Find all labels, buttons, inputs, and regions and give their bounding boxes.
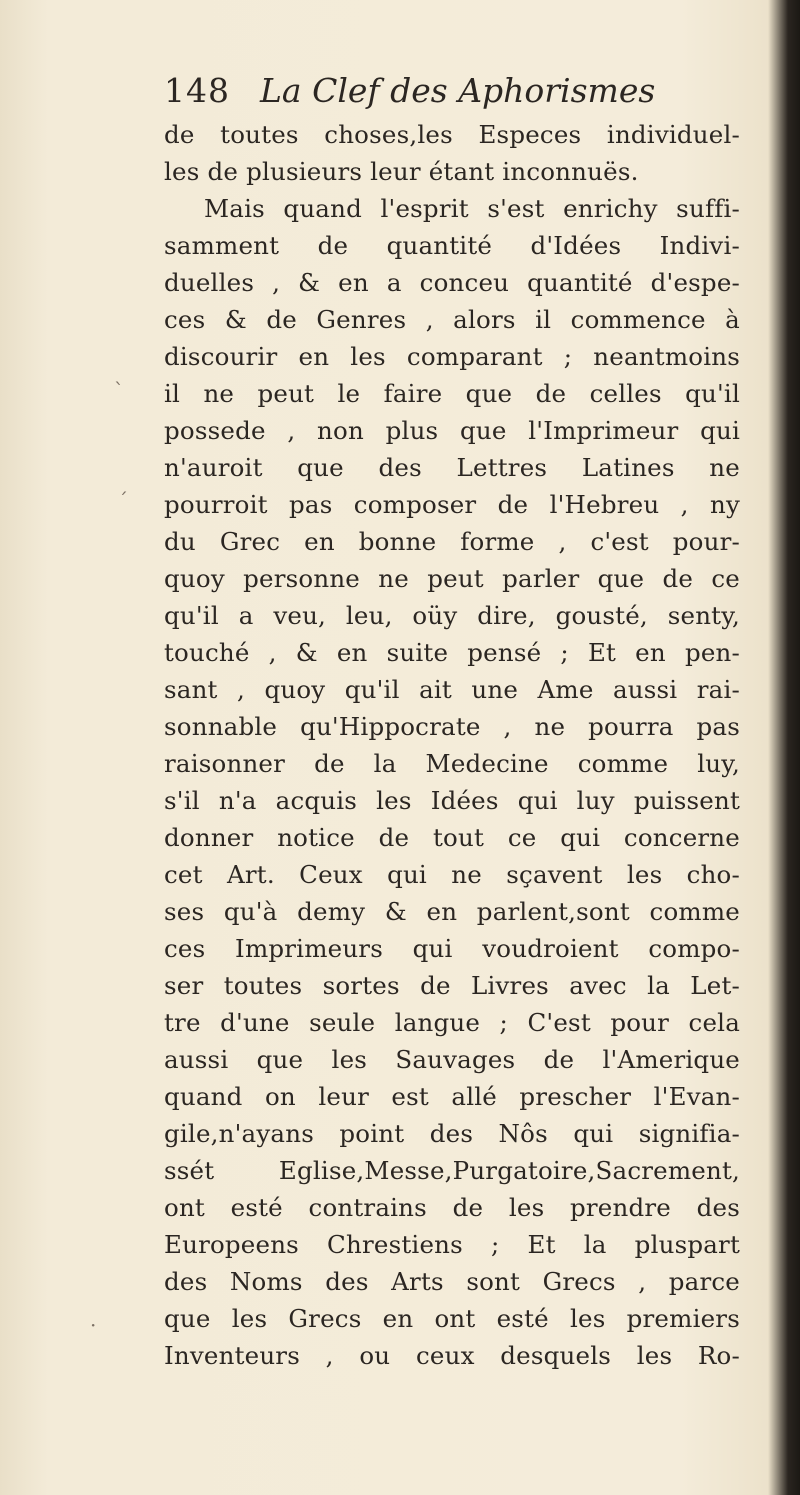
text-line: Inventeurs , ou ceux desquels les Ro- [164,1341,740,1370]
page-header [164,66,744,116]
text-line: ont esté contrains de les prendre des [164,1193,740,1222]
text-line: ces & de Genres , alors il commence à [164,305,740,334]
text-line: cet Art. Ceux qui ne sçavent les cho- [164,860,740,889]
text-line: discourir en les comparant ; neantmoins [164,342,740,371]
text-line: duelles , & en a conceu quantité d'espe- [164,268,740,297]
text-line: des Noms des Arts sont Grecs , parce [164,1267,740,1296]
text-line: n'auroit que des Lettres Latines ne [164,453,740,482]
text-line: tre d'une seule langue ; C'est pour cela [164,1008,740,1037]
text-line: samment de quantité d'Idées Indivi- [164,231,740,260]
text-line: gile,n'ayans point des Nôs qui signifia- [164,1119,740,1148]
text-line: aussi que les Sauvages de l'Amerique [164,1045,740,1074]
text-line: s'il n'a acquis les Idées qui luy puissent [164,786,740,815]
margin-ink-mark: ˊ [118,488,128,512]
text-line: sant , quoy qu'il ait une Ame aussi rai- [164,675,740,704]
text-line: ser toutes sortes de Livres avec la Let- [164,971,740,1000]
text-line: Mais quand l'esprit s'est enrichy suffi- [204,194,740,223]
text-line: donner notice de tout ce qui concerne [164,823,740,852]
page-number: 148 [164,71,230,110]
running-title: La Clef des Aphorismes [260,71,656,110]
text-line: il ne peut le faire que de celles qu'il [164,379,740,408]
text-line: pourroit pas composer de l'Hebreu , ny [164,490,740,519]
text-line: les de plusieurs leur étant inconnuës. [164,157,639,186]
text-line: possede , non plus que l'Imprimeur qui [164,416,740,445]
text-line: qu'il a veu, leu, oüy dire, gousté, senty, [164,601,740,630]
text-line: ses qu'à demy & en parlent,sont comme [164,897,740,926]
text-line: raisonner de la Medecine comme luy, [164,749,740,778]
text-line: sonnable qu'Hippocrate , ne pourra pas [164,712,740,741]
text-line: ssét Eglise,Messe,Purgatoire,Sacrement, [164,1156,740,1185]
text-line: que les Grecs en ont esté les premiers [164,1304,740,1333]
body-text [164,116,740,1374]
text-line: quoy personne ne peut parler que de ce [164,564,740,593]
text-line: Europeens Chrestiens ; Et la pluspart [164,1230,740,1259]
margin-ink-mark: ˋ [114,378,124,402]
text-line: touché , & en suite pensé ; Et en pen- [164,638,740,667]
text-line: ces Imprimeurs qui voudroient compo- [164,934,740,963]
text-line: du Grec en bonne forme , c'est pour- [164,527,740,556]
text-line: de toutes choses,les Especes individuel- [164,120,740,149]
text-line: quand on leur est allé prescher l'Evan- [164,1082,740,1111]
margin-ink-mark: · [90,1313,97,1337]
